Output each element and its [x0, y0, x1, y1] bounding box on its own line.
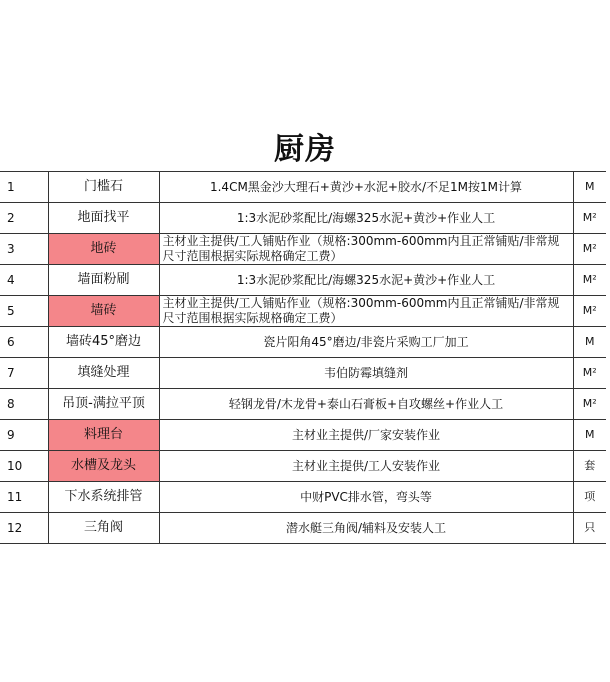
description-cell: 主材业主提供/厂家安装作业	[159, 420, 573, 451]
description-cell: 轻钢龙骨/木龙骨+泰山石膏板+自攻螺丝+作业人工	[159, 389, 573, 420]
table-row	[0, 482, 606, 513]
row-number: 9	[0, 420, 48, 451]
description-cell: 1.4CM黑金沙大理石+黄沙+水泥+胶水/不足1M按1M计算	[159, 172, 573, 203]
item-name-cell: 三角阀	[48, 513, 159, 544]
item-name-cell: 填缝处理	[48, 358, 159, 389]
row-number: 12	[0, 513, 48, 544]
table-row	[0, 420, 606, 451]
row-number: 6	[0, 327, 48, 358]
table-row	[0, 513, 606, 544]
row-number: 3	[0, 234, 48, 265]
row-number: 7	[0, 358, 48, 389]
table-row	[0, 172, 606, 203]
unit-cell: M²	[573, 203, 606, 234]
unit-cell: M²	[573, 265, 606, 296]
description-cell: 1:3水泥砂浆配比/海螺325水泥+黄沙+作业人工	[159, 265, 573, 296]
kitchen-quote-table	[0, 171, 606, 544]
unit-cell: M	[573, 327, 606, 358]
row-number: 4	[0, 265, 48, 296]
description-cell: 韦伯防霉填缝剂	[159, 358, 573, 389]
unit-cell: M²	[573, 234, 606, 265]
table-row	[0, 451, 606, 482]
page-title: 厨房	[274, 132, 336, 167]
unit-cell: M²	[573, 296, 606, 327]
description-cell: 主材业主提供/工人铺贴作业（规格:300mm-600mm内且正常铺贴/非常规尺寸范围根据实际规格确定工费）	[159, 234, 573, 265]
row-number: 1	[0, 172, 48, 203]
row-number: 11	[0, 482, 48, 513]
table-body	[0, 172, 606, 544]
unit-cell: 只	[573, 513, 606, 544]
description-cell: 潜水艇三角阀/辅料及安装人工	[159, 513, 573, 544]
unit-cell: M²	[573, 389, 606, 420]
row-number: 8	[0, 389, 48, 420]
table-row	[0, 327, 606, 358]
unit-cell: M²	[573, 358, 606, 389]
row-number: 2	[0, 203, 48, 234]
unit-cell: M	[573, 420, 606, 451]
item-name-cell: 门槛石	[48, 172, 159, 203]
item-name-cell: 地砖	[48, 234, 159, 265]
table-row	[0, 203, 606, 234]
item-name-cell: 水槽及龙头	[48, 451, 159, 482]
description-cell: 1:3水泥砂浆配比/海螺325水泥+黄沙+作业人工	[159, 203, 573, 234]
row-number: 5	[0, 296, 48, 327]
table-row	[0, 234, 606, 265]
table-row	[0, 265, 606, 296]
description-cell: 主材业主提供/工人铺贴作业（规格:300mm-600mm内且正常铺贴/非常规尺寸范围根据实际规格确定工费）	[159, 296, 573, 327]
description-cell: 中财PVC排水管，弯头等	[159, 482, 573, 513]
table-row	[0, 389, 606, 420]
unit-cell: 套	[573, 451, 606, 482]
description-cell: 主材业主提供/工人安装作业	[159, 451, 573, 482]
table-row	[0, 358, 606, 389]
item-name-cell: 吊顶-满拉平顶	[48, 389, 159, 420]
row-number: 10	[0, 451, 48, 482]
item-name-cell: 墙砖45°磨边	[48, 327, 159, 358]
item-name-cell: 墙砖	[48, 296, 159, 327]
item-name-cell: 下水系统排管	[48, 482, 159, 513]
unit-cell: M	[573, 172, 606, 203]
table-row	[0, 296, 606, 327]
unit-cell: 项	[573, 482, 606, 513]
item-name-cell: 地面找平	[48, 203, 159, 234]
item-name-cell: 料理台	[48, 420, 159, 451]
item-name-cell: 墙面粉刷	[48, 265, 159, 296]
description-cell: 瓷片阳角45°磨边/非瓷片采购工厂加工	[159, 327, 573, 358]
